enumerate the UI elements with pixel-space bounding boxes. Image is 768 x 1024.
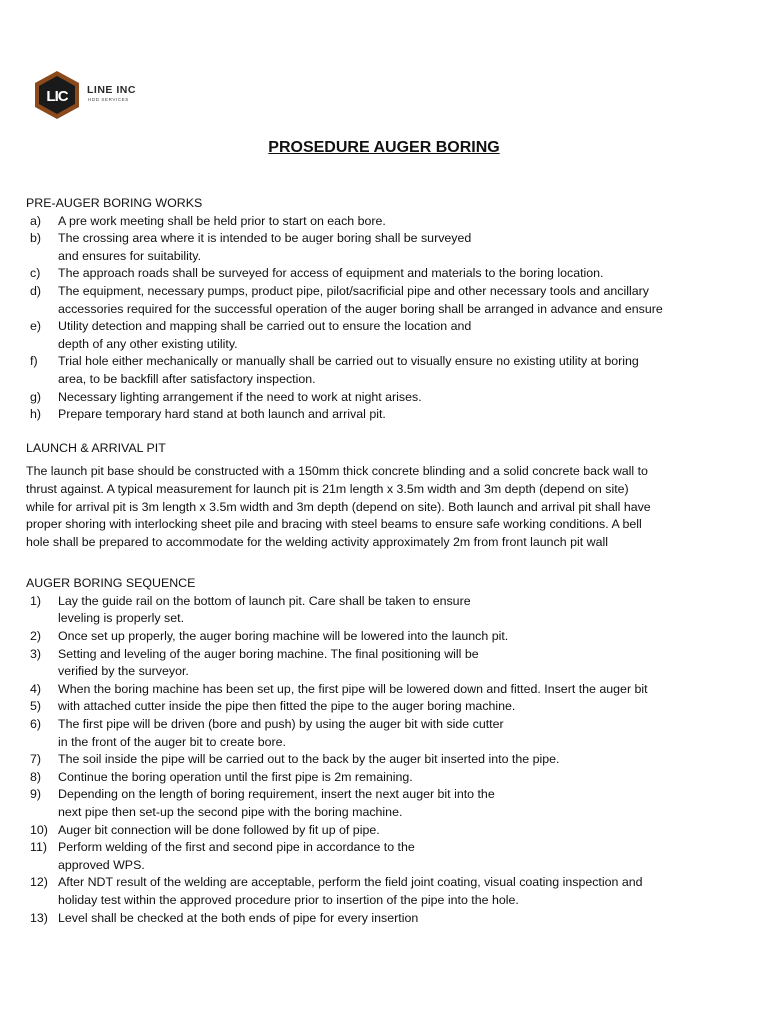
list-marker: h) <box>30 407 42 422</box>
list-item <box>26 213 726 231</box>
list-item <box>26 283 726 318</box>
list-item-text: Perform welding of the first and second pipe in accordance to the <box>58 840 415 855</box>
list-marker: a) <box>30 213 42 228</box>
list-item-text: approved WPS. <box>58 857 145 872</box>
list-marker: 2) <box>30 629 42 644</box>
list-item-text: Setting and leveling of the auger boring machine. The final positioning will be <box>58 646 479 661</box>
list-item-text: accessories required for the successful operation of the auger boring shall be arranged in advance and ensure <box>58 301 663 316</box>
list-item-text: Utility detection and mapping shall be carried out to ensure the location and <box>58 319 472 334</box>
list-marker: 8) <box>30 769 42 784</box>
list-item <box>26 353 726 388</box>
paragraph-line: proper shoring with interlocking sheet pile and bracing with steel beams to ensure safe working conditions. A bell <box>26 517 642 532</box>
paragraph-line: The launch pit base should be constructed with a 150mm thick concrete blinding and a solid concrete back wall to <box>26 464 648 479</box>
list-item-text: The approach roads shall be surveyed for access of equipment and materials to the boring location. <box>58 266 604 281</box>
section-heading-launch-pit: LAUNCH & ARRIVAL PIT <box>26 440 166 455</box>
list-item-text: next pipe then set-up the second pipe with the boring machine. <box>58 805 403 819</box>
list-item <box>26 874 726 909</box>
list-item-text: Lay the guide rail on the bottom of launch pit. Care shall be taken to ensure <box>58 593 471 608</box>
list-item <box>26 318 726 353</box>
svg-text:LIC: LIC <box>46 88 68 105</box>
list-item <box>26 389 726 407</box>
list-marker: 4) <box>30 681 42 696</box>
list-marker: c) <box>30 266 41 281</box>
list-item-text: with attached cutter inside the pipe then fitted the pipe to the auger boring machine. <box>58 699 516 714</box>
logo-company-name: LINE INC <box>87 84 136 96</box>
list-item-text: Depending on the length of boring requirement, insert the next auger bit into the <box>58 787 495 802</box>
list-marker: g) <box>30 389 42 404</box>
list-item-text: Continue the boring operation until the first pipe is 2m remaining. <box>58 769 413 784</box>
list-marker: f) <box>30 354 38 369</box>
list-item <box>26 628 726 646</box>
list-marker: 5) <box>30 699 42 714</box>
list-marker: d) <box>30 283 42 298</box>
list-item-text: verified by the surveyor. <box>58 664 189 679</box>
list-marker: b) <box>30 231 42 246</box>
section-heading-sequence: AUGER BORING SEQUENCE <box>26 576 196 591</box>
list-marker: 6) <box>30 717 42 732</box>
list-marker: e) <box>30 319 42 334</box>
launch-pit-paragraph <box>26 463 726 551</box>
list-item <box>26 265 726 283</box>
page-title: PROSEDURE AUGER BORING <box>268 139 500 156</box>
paragraph-line: thrust against. A typical measurement for launch pit is 21m length x 3.5m width and 3m depth (depend on site) <box>26 481 629 496</box>
list-item-text: When the boring machine has been set up, the first pipe will be lowered down and fitted. Insert the auger bit <box>58 681 648 696</box>
list-item-text: Prepare temporary hard stand at both launch and arrival pit. <box>58 407 386 422</box>
list-item <box>26 786 726 821</box>
list-marker: 11) <box>30 840 47 855</box>
list-item-text: The soil inside the pipe will be carried out to the back by the auger bit inserted into the pipe. <box>58 752 560 767</box>
list-item <box>26 230 726 265</box>
pre-auger-list <box>26 213 726 424</box>
list-item-text: After NDT result of the welding are acceptable, perform the field joint coating, visual coating inspection and <box>58 875 643 890</box>
list-marker: 9) <box>30 787 42 802</box>
list-item-text: Auger bit connection will be done followed by fit up of pipe. <box>58 822 380 837</box>
list-item <box>26 910 726 928</box>
list-marker: 3) <box>30 646 42 661</box>
list-marker: 13) <box>30 910 48 925</box>
company-logo <box>32 70 152 120</box>
list-item-text: A pre work meeting shall be held prior to start on each bore. <box>58 213 386 228</box>
list-item <box>26 406 726 424</box>
list-item <box>26 698 726 716</box>
logo-subtitle: HDD SERVICES <box>88 97 129 102</box>
list-item-text: and ensures for suitability. <box>58 248 202 263</box>
list-item-text: The first pipe will be driven (bore and push) by using the auger bit with side cutter <box>58 717 504 732</box>
list-item-text: Trial hole either mechanically or manually shall be carried out to visually ensure no existing utility at boring <box>58 354 639 369</box>
list-item-text: holiday test within the approved procedure prior to insertion of the pipe into the hole. <box>58 892 519 907</box>
section-heading-pre-auger: PRE-AUGER BORING WORKS <box>26 196 203 210</box>
list-item <box>26 822 726 840</box>
list-item-text: Once set up properly, the auger boring machine will be lowered into the launch pit. <box>58 629 509 644</box>
list-item-text: The crossing area where it is intended to be auger boring shall be surveyed <box>58 231 472 246</box>
list-item <box>26 593 726 628</box>
list-marker: 12) <box>30 875 48 890</box>
list-marker: 7) <box>30 752 42 767</box>
paragraph-line: while for arrival pit is 3m length x 3.5m width and 3m depth (depend on site). Both launch and arrival pit shall have <box>26 499 651 514</box>
list-item-text: in the front of the auger bit to create bore. <box>58 734 286 749</box>
list-item <box>26 646 726 681</box>
list-marker: 10) <box>30 822 48 837</box>
list-item <box>26 839 726 874</box>
list-item-text: The equipment, necessary pumps, product pipe, pilot/sacrificial pipe and other necessary tools and ancillary <box>58 283 649 298</box>
document-body <box>26 195 726 927</box>
paragraph-line: hole shall be prepared to accommodate for the welding activity approximately 2m from front launch pit wall <box>26 534 608 549</box>
list-item-text: area, to be backfill after satisfactory inspection. <box>58 371 316 386</box>
list-item <box>26 751 726 769</box>
list-item <box>26 681 726 699</box>
list-item-text: depth of any other existing utility. <box>58 336 238 351</box>
auger-sequence-list <box>26 593 726 927</box>
list-item <box>26 716 726 751</box>
list-item <box>26 769 726 787</box>
list-item-text: Necessary lighting arrangement if the need to work at night arises. <box>58 389 422 404</box>
list-item-text: leveling is properly set. <box>58 611 185 626</box>
list-item-text: Level shall be checked at the both ends of pipe for every insertion <box>58 910 419 925</box>
lic-logo-icon <box>32 70 82 120</box>
list-marker: 1) <box>30 593 42 608</box>
